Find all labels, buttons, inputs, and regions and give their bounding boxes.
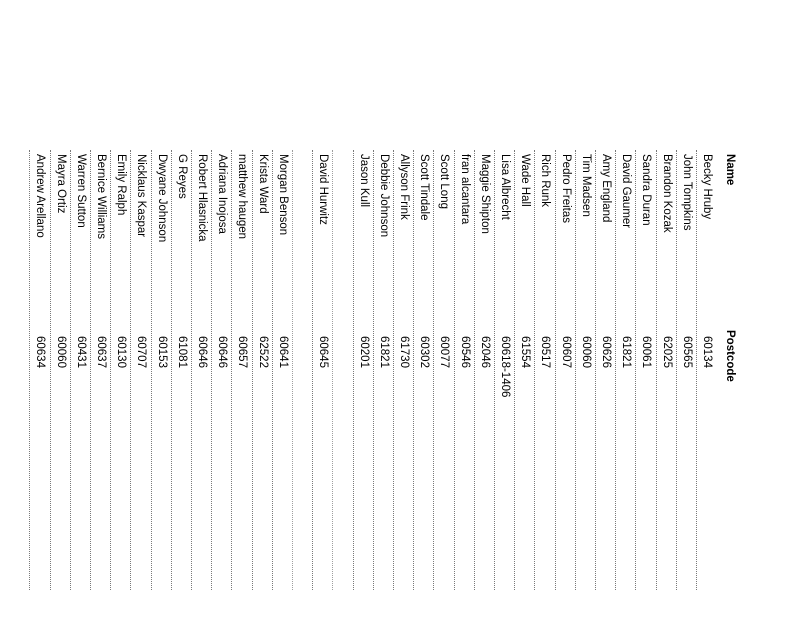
postcode-cell: 60641 (276, 336, 289, 368)
postcode-cell: 60626 (600, 336, 612, 368)
postcode-column-header: Postcode (724, 330, 736, 382)
name-cell: Andrew Arellano (34, 154, 47, 238)
postcode-cell: 60707 (135, 336, 148, 368)
name-cell: G Reyes (175, 154, 188, 199)
table-row (676, 150, 697, 590)
table-row (494, 150, 515, 590)
name-cell: Scott Long (438, 154, 451, 209)
table-row (332, 150, 353, 590)
table-row (696, 150, 717, 590)
name-cell: fran alcantara (458, 154, 471, 225)
postcode-cell: 60634 (34, 336, 47, 368)
table-row (171, 150, 192, 590)
table-row (151, 150, 172, 590)
name-cell: Tim Madsen (579, 154, 592, 217)
postcode-cell: 60546 (458, 336, 471, 368)
postcode-cell: 60618-1406 (499, 336, 511, 398)
table-row (272, 150, 293, 590)
table-row (50, 150, 71, 590)
name-cell: matthew haugen (236, 154, 249, 240)
postcode-cell: 60657 (236, 336, 249, 368)
name-cell: Maggie Shipton (478, 154, 491, 234)
postcode-cell: 62522 (256, 336, 269, 368)
name-cell: Lisa Albrecht (499, 154, 511, 220)
table-row (595, 150, 616, 590)
name-cell: Allyson Frink (398, 154, 410, 220)
rotated-sign-up-sheet (34, 150, 740, 610)
postcode-cell: 60645 (317, 336, 330, 368)
postcode-cell: 62046 (478, 336, 491, 368)
table-row (454, 150, 475, 590)
table-row (191, 150, 212, 590)
table-row (130, 150, 151, 590)
name-column-header: Name (724, 154, 736, 186)
name-cell: Emily Ralph (115, 154, 128, 216)
name-cell: Becky Hruby (701, 154, 713, 220)
postcode-cell: 60061 (640, 336, 653, 368)
name-cell: Mayra Ortiz (54, 154, 67, 214)
postcode-cell: 60134 (701, 336, 713, 368)
name-cell: Debbie Johnson (377, 154, 390, 238)
postcode-cell: 61081 (175, 336, 188, 368)
name-cell: Warren Sutton (74, 154, 87, 228)
table-row (433, 150, 454, 590)
name-cell: David Gaumer (620, 154, 633, 229)
postcode-cell: 61730 (398, 336, 410, 368)
name-cell: John Tompkins (680, 154, 693, 231)
table-row (555, 150, 576, 590)
name-cell: Nicklaus Kaspar (135, 154, 148, 238)
name-cell: Brandon Kozak (660, 154, 673, 233)
postcode-cell: 60077 (438, 336, 451, 368)
table-row (312, 150, 333, 590)
postcode-cell: 60565 (680, 336, 693, 368)
table-row (575, 150, 596, 590)
postcode-cell: 61554 (519, 336, 532, 368)
table-row (29, 150, 50, 590)
name-cell: Morgan Benson (276, 154, 289, 236)
table-header (720, 150, 740, 590)
table-row (393, 150, 414, 590)
name-cell: Krista Ward (256, 154, 269, 214)
name-cell: David Hurwitz (317, 154, 330, 225)
table-row (373, 150, 394, 590)
name-cell: Scott Tindale (418, 154, 431, 221)
name-cell: Sandra Duran (640, 154, 653, 226)
postcode-cell: 60607 (559, 336, 572, 368)
table-row (534, 150, 555, 590)
postcode-cell: 60060 (579, 336, 592, 368)
table-row (635, 150, 656, 590)
name-cell: Wade Hall (519, 154, 532, 207)
table-row (656, 150, 677, 590)
table-row (413, 150, 434, 590)
table-row (70, 150, 91, 590)
name-cell: Dwyane Johnson (155, 154, 168, 243)
postcode-cell: 60201 (357, 336, 370, 368)
postcode-cell: 60060 (54, 336, 67, 368)
table-row (252, 150, 273, 590)
table-row (615, 150, 636, 590)
name-cell: Bernice Williams (95, 154, 107, 239)
name-cell: Robert Hlasnicka (196, 154, 208, 242)
postcode-cell: 61821 (377, 336, 390, 368)
table-row (474, 150, 495, 590)
table-row (292, 150, 313, 590)
table-row (110, 150, 131, 590)
postcode-cell: 60153 (155, 336, 168, 368)
postcode-cell: 60130 (115, 336, 128, 368)
postcode-cell: 61821 (620, 336, 633, 368)
table-row (353, 150, 374, 590)
postcode-cell: 60646 (216, 336, 229, 368)
postcode-cell: 62025 (660, 336, 673, 368)
postcode-cell: 60431 (74, 336, 87, 368)
table-row (90, 150, 111, 590)
name-cell: Amy England (600, 154, 612, 223)
postcode-cell: 60646 (196, 336, 208, 368)
postcode-cell: 60517 (539, 336, 552, 368)
table-row (211, 150, 232, 590)
table-row (231, 150, 252, 590)
postcode-cell: 60302 (418, 336, 431, 368)
postcode-cell: 60637 (95, 336, 107, 368)
name-cell: Pedro Freitas (559, 154, 572, 224)
name-cell: Rich Runk (539, 154, 552, 208)
table-row (514, 150, 535, 590)
name-cell: Adriana Inojosa (216, 154, 229, 234)
name-cell: Jason Kull (357, 154, 370, 208)
